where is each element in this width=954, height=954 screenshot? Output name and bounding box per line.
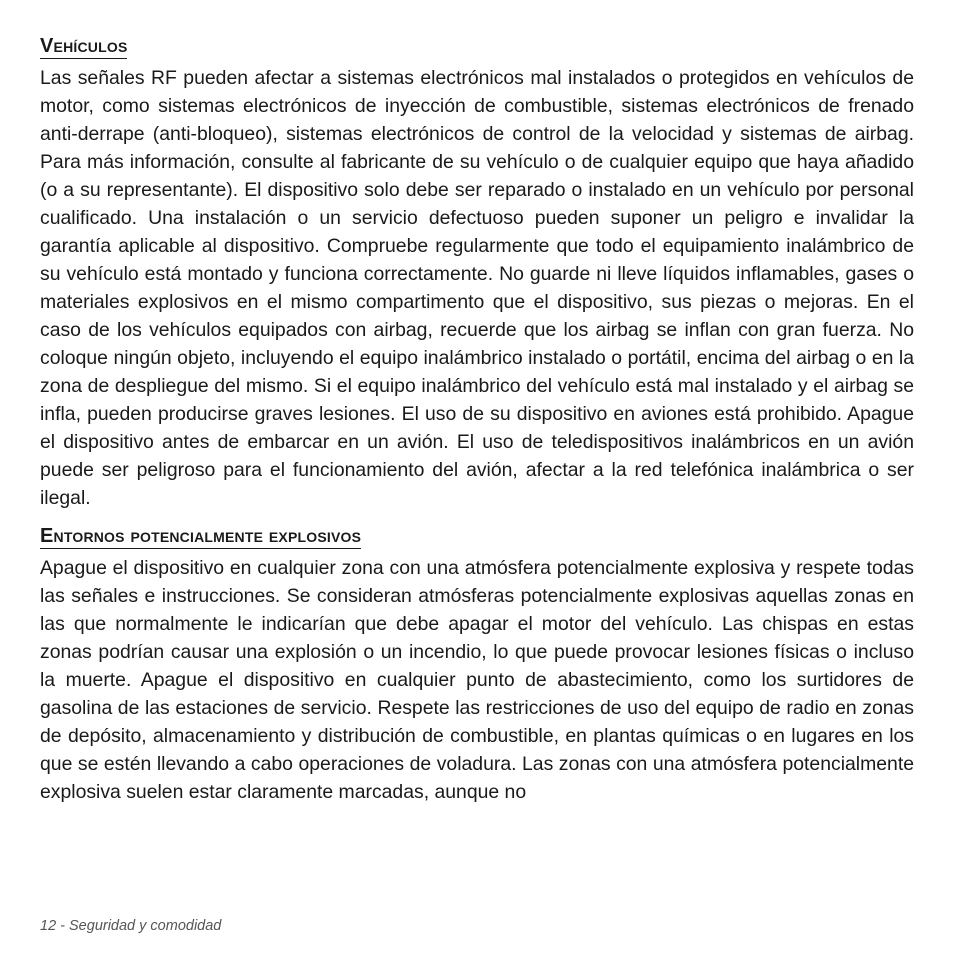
page-footer: 12 - Seguridad y comodidad <box>40 918 222 934</box>
section-heading-wrap <box>40 34 914 64</box>
section-body-vehiculos: Las señales RF pueden afectar a sistemas electrónicos mal instalados o protegidos en vehículos de motor, como sistemas electrónicos de inyección de combustible, sistemas electrónicos de frenado anti-derrape (anti-bloqueo), sistemas electrónicos de control de la velocidad y sistemas de airbag. Para más información, consulte al fabricante de su vehículo o de cualquier equipo que haya añadido (o a su representante). El dispositivo solo debe ser reparado o instalado en un vehículo por personal cualificado. Una instalación o un servicio defectuoso pueden suponer un peligro e invalidar la garantía aplicable al dispositivo. Compruebe regularmente que todo el equipamiento inalámbrico de su vehículo está montado y funciona correctamente. No guarde ni lleve líquidos inflamables, gases o materiales explosivos en el mismo compartimento que el dispositivo, sus piezas o mejoras. En el caso de los vehículos equipados con airbag, recuerde que los airbag se inflan con gran fuerza. No coloque ningún objeto, incluyendo el equipo inalámbrico instalado o portátil, encima del airbag o en la zona de despliegue del mismo. Si el equipo inalámbrico del vehículo está mal instalado y el airbag se infla, pueden producirse graves lesiones. El uso de su dispositivo en aviones está prohibido. Apague el dispositivo antes de embarcar en un avión. El uso de teledispositivos inalámbricos en un avión puede ser peligroso para el funcionamiento del avión, afectar a la red telefónica inalámbrica o ser ilegal. <box>40 67 914 509</box>
section-body-entornos: Apague el dispositivo en cualquier zona con una atmósfera potencialmente explosiva y respete todas las señales e instrucciones. Se consideran atmósferas potencialmente explosivas aquellas zonas en las que normalmente le indicarían que debe apagar el motor del vehículo. Las chispas en estas zonas podrían causar una explosión o un incendio, lo que puede provocar lesiones físicas o incluso la muerte. Apague el dispositivo en cualquier punto de abastecimiento, como los surtidores de gasolina de las estaciones de servicio. Respete las restricciones de uso del equipo de radio en zonas de depósito, almacenamiento y distribución de combustible, en plantas químicas o en lugares en los que se estén llevando a cabo operaciones de voladura. Las zonas con una atmósfera potencialmente explosiva suelen estar claramente marcadas, aunque no <box>40 557 914 803</box>
section-heading-wrap <box>40 524 914 554</box>
document-page <box>40 34 914 806</box>
section-heading-vehiculos: Vehículos <box>40 35 128 57</box>
section-heading-entornos: Entornos potencialmente explosivos <box>40 525 362 547</box>
